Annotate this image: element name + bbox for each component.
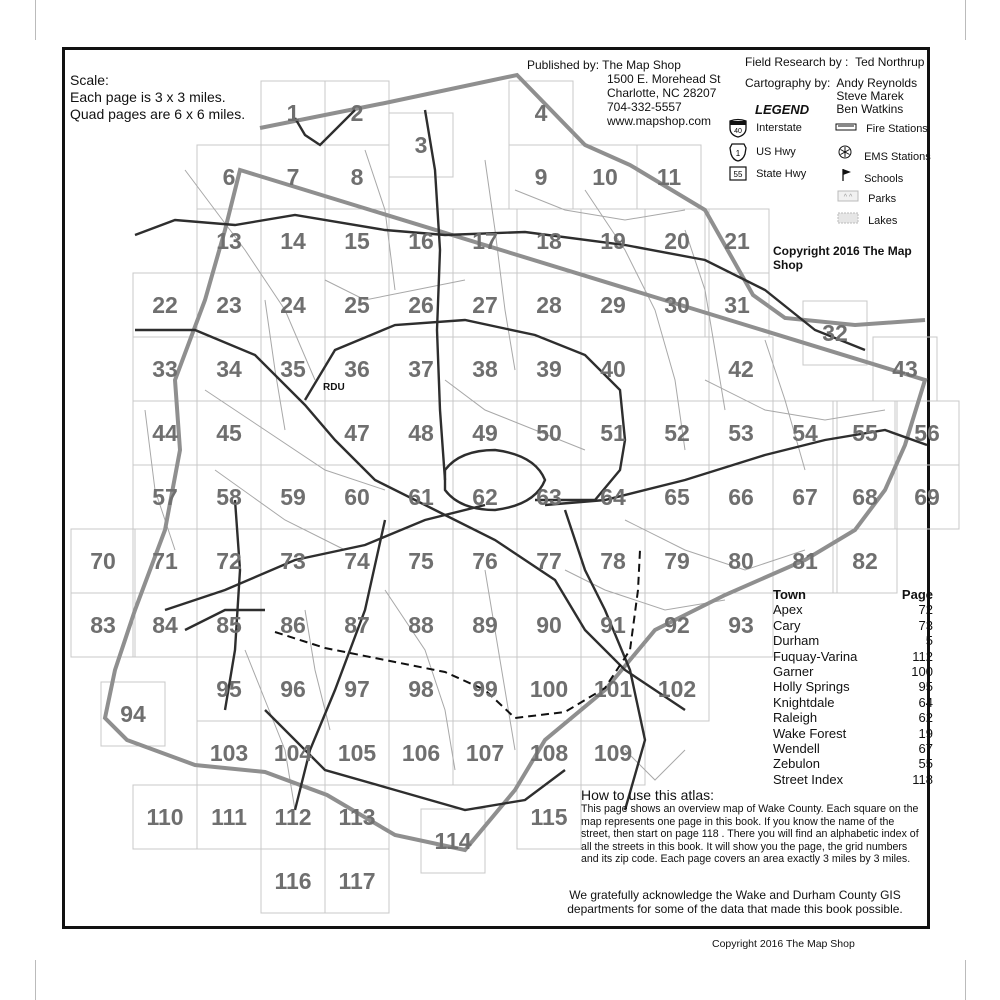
page-edge-mark (965, 0, 966, 40)
page-number-70[interactable]: 70 (90, 548, 116, 574)
town-name: Street Index (773, 771, 844, 787)
page-number-6[interactable]: 6 (222, 164, 236, 190)
page-number-28[interactable]: 28 (536, 292, 562, 318)
interstate-shield-icon (729, 118, 747, 138)
legend-state-hwy (729, 166, 806, 182)
page-number-66[interactable]: 66 (728, 484, 754, 510)
page-number-26[interactable]: 26 (408, 292, 434, 318)
scale-heading: Scale: (70, 72, 109, 88)
town-name: Holly Springs (773, 679, 850, 695)
town-page: 64 (918, 694, 933, 710)
town-header: Town (773, 587, 806, 602)
town-name: Raleigh (773, 710, 818, 726)
town-row (773, 710, 933, 725)
svg-text:^ ^: ^ ^ (843, 194, 853, 201)
page-number-62[interactable]: 62 (472, 484, 498, 510)
legend-schools-label: Schools (864, 173, 904, 185)
highway-line (305, 320, 625, 500)
legend-lakes-label: Lakes (868, 215, 898, 227)
page-number-24[interactable]: 24 (280, 292, 306, 318)
page-number-100[interactable]: 100 (529, 676, 569, 702)
acknowledgement: We gratefully acknowledge the Wake and Durham County GIS departments for some of the data that made this book possible. (567, 888, 903, 916)
page-number-93[interactable]: 93 (728, 612, 754, 638)
page-number-18[interactable]: 18 (536, 228, 562, 254)
legend-interstate (729, 118, 802, 138)
town-row (773, 726, 933, 741)
page-number-25[interactable]: 25 (344, 292, 370, 318)
legend-us-hwy (729, 142, 796, 162)
page-number-38[interactable]: 38 (472, 356, 498, 382)
page-number-27[interactable]: 27 (472, 292, 498, 318)
page-number-75[interactable]: 75 (408, 548, 434, 574)
page-number-44[interactable]: 44 (152, 420, 178, 446)
page-number-117[interactable]: 117 (338, 868, 376, 894)
page-number-9[interactable]: 9 (534, 164, 548, 190)
fire-truck-icon (835, 122, 859, 132)
cartographer-name: Steve Marek (836, 89, 904, 103)
page-number-112[interactable]: 112 (274, 804, 312, 830)
map-frame (62, 47, 940, 929)
page-edge-mark (35, 960, 36, 1000)
legend-ems (837, 144, 931, 163)
page-number-106[interactable]: 106 (401, 740, 441, 766)
page-number-80[interactable]: 80 (728, 548, 754, 574)
page-number-4[interactable]: 4 (534, 100, 548, 126)
town-name: Fuquay-Varina (773, 648, 858, 664)
page-number-89[interactable]: 89 (472, 612, 498, 638)
page-edge-mark (35, 0, 36, 40)
legend-parks-label: Parks (868, 193, 897, 205)
minor-road (365, 150, 395, 290)
town-page: 55 (918, 756, 933, 772)
field-research-label: Field Research by : (745, 55, 849, 69)
town-page: 5 (925, 633, 933, 649)
page-number-84[interactable]: 84 (152, 612, 178, 638)
footer-copyright: Copyright 2016 The Map Shop (712, 938, 855, 950)
svg-text:1: 1 (735, 149, 741, 158)
airport-marker (323, 382, 345, 393)
town-name: Durham (773, 633, 820, 649)
legend-schools (841, 168, 903, 185)
page-number-81[interactable]: 81 (792, 548, 818, 574)
page-number-90[interactable]: 90 (536, 612, 562, 638)
publisher-block (527, 58, 720, 128)
page-number-34[interactable]: 34 (216, 356, 242, 382)
page-number-15[interactable]: 15 (344, 228, 370, 254)
page-number-31[interactable]: 31 (724, 292, 750, 318)
page-number-114[interactable]: 114 (434, 828, 472, 854)
page-number-40[interactable]: 40 (600, 356, 626, 382)
page-number-42[interactable]: 42 (728, 356, 754, 382)
svg-text:40: 40 (734, 128, 742, 135)
publisher-phone: 704-332-5557 (607, 100, 682, 114)
page-number-60[interactable]: 60 (344, 484, 370, 510)
page-number-76[interactable]: 76 (472, 548, 498, 574)
town-row (773, 664, 933, 679)
page-number-102[interactable]: 102 (657, 676, 697, 702)
town-page: 112 (912, 648, 933, 664)
page-number-2[interactable]: 2 (350, 100, 364, 126)
us-shield-icon (729, 142, 747, 162)
page-number-64[interactable]: 64 (600, 484, 626, 510)
page-number-97[interactable]: 97 (344, 676, 370, 702)
page-number-7[interactable]: 7 (286, 164, 300, 190)
svg-text:55: 55 (733, 170, 743, 179)
minor-road (485, 570, 515, 750)
page-number-88[interactable]: 88 (408, 612, 434, 638)
howto-body: This page shows an overview map of Wake County. Each square on the map represents one page in this book. If you know the name of the street, then start on page 118 . There you will find an alphabetic index of all the streets in this book. It will show you the page, the grid numbers and its zip code. Each page covers an area exactly 3 miles by 3 miles. (581, 803, 919, 865)
page-number-23[interactable]: 23 (216, 292, 242, 318)
copyright-notice: Copyright 2016 The Map Shop (773, 244, 912, 272)
legend-lakes (837, 212, 897, 227)
page-number-52[interactable]: 52 (664, 420, 690, 446)
cartography-label: Cartography by: (745, 76, 831, 90)
page-number-29[interactable]: 29 (600, 292, 626, 318)
page-number-53[interactable]: 53 (728, 420, 754, 446)
page-number-94[interactable]: 94 (120, 701, 146, 727)
page-number-69[interactable]: 69 (914, 484, 940, 510)
cartographer-name: Andy Reynolds (836, 76, 918, 90)
page-number-74[interactable]: 74 (344, 548, 370, 574)
legend-ems-label: EMS Stations (864, 151, 931, 163)
town-row (773, 679, 933, 694)
town-name: Cary (773, 617, 801, 633)
page-number-67[interactable]: 67 (792, 484, 818, 510)
page-number-73[interactable]: 73 (280, 548, 306, 574)
howto-title: How to use this atlas: (581, 787, 715, 803)
town-name: Wendell (773, 741, 820, 757)
page-number-30[interactable]: 30 (664, 292, 690, 318)
page-number-109[interactable]: 109 (593, 740, 633, 766)
page-number-13[interactable]: 13 (216, 228, 242, 254)
publisher-address-2: Charlotte, NC 28207 (607, 86, 717, 100)
highway-line (135, 330, 685, 710)
page-number-105[interactable]: 105 (337, 740, 377, 766)
page-number-111[interactable]: 111 (211, 804, 247, 830)
page-number-58[interactable]: 58 (216, 484, 242, 510)
ems-star-icon (837, 144, 853, 160)
page-number-103[interactable]: 103 (209, 740, 249, 766)
town-row (773, 633, 933, 648)
page-number-55[interactable]: 55 (852, 420, 878, 446)
page-number-1[interactable]: 1 (286, 100, 300, 126)
page-number-96[interactable]: 96 (280, 676, 306, 702)
legend-fire (835, 122, 928, 135)
town-name: Zebulon (773, 756, 820, 772)
page-number-59[interactable]: 59 (280, 484, 306, 510)
page-number-45[interactable]: 45 (216, 420, 242, 446)
scale-line-2: Quad pages are 6 x 6 miles. (70, 106, 246, 122)
town-name: Apex (773, 602, 803, 618)
page-number-39[interactable]: 39 (536, 356, 562, 382)
page-number-19[interactable]: 19 (600, 228, 626, 254)
page-number-107[interactable]: 107 (465, 740, 505, 766)
page-number-101[interactable]: 101 (593, 676, 633, 702)
page-number-85[interactable]: 85 (216, 612, 242, 638)
minor-road (625, 520, 805, 570)
town-row (773, 649, 933, 664)
page-number-17[interactable]: 17 (472, 228, 498, 254)
legend-fire-label: Fire Stations (866, 123, 928, 135)
page-number-77[interactable]: 77 (536, 548, 562, 574)
page-number-51[interactable]: 51 (600, 420, 626, 446)
minor-road (485, 160, 515, 370)
legend-interstate-label: Interstate (756, 121, 802, 134)
town-page: 95 (918, 679, 933, 695)
airport-label: RDU (323, 382, 345, 393)
town-row (773, 756, 933, 771)
page-number-68[interactable]: 68 (852, 484, 878, 510)
page-number-8[interactable]: 8 (350, 164, 364, 190)
page-edge-mark (965, 960, 966, 1000)
page-number-22[interactable]: 22 (152, 292, 178, 318)
town-row (773, 602, 933, 617)
page-number-63[interactable]: 63 (536, 484, 562, 510)
page-number-113[interactable]: 113 (338, 804, 376, 830)
field-research-name: Ted Northrup (855, 55, 925, 69)
town-page: 72 (918, 602, 933, 618)
minor-road (705, 380, 885, 420)
state-shield-icon (729, 166, 747, 182)
page-number-95[interactable]: 95 (216, 676, 242, 702)
page-number-91[interactable]: 91 (600, 612, 626, 638)
town-row (773, 618, 933, 633)
minor-road (185, 170, 315, 380)
minor-road (245, 650, 295, 810)
scale-note (70, 72, 245, 123)
page-number-79[interactable]: 79 (664, 548, 690, 574)
page-number-57[interactable]: 57 (152, 484, 178, 510)
page-number-35[interactable]: 35 (280, 356, 306, 382)
page-number-99[interactable]: 99 (472, 676, 498, 702)
page-number-20[interactable]: 20 (664, 228, 690, 254)
scale-line-1: Each page is 3 x 3 miles. (70, 89, 226, 105)
park-icon (837, 190, 859, 202)
page-number-61[interactable]: 61 (408, 484, 434, 510)
page-number-108[interactable]: 108 (529, 740, 569, 766)
page-number-116[interactable]: 116 (274, 868, 312, 894)
page-number-10[interactable]: 10 (592, 164, 618, 190)
fuquay-boundary (275, 550, 640, 718)
legend-parks (837, 190, 896, 205)
page-number-87[interactable]: 87 (344, 612, 370, 638)
town-page: 118 (912, 771, 933, 787)
town-row (773, 772, 933, 787)
page-number-56[interactable]: 56 (914, 420, 940, 446)
page-number-32[interactable]: 32 (822, 320, 848, 346)
legend (725, 102, 931, 232)
page-number-37[interactable]: 37 (408, 356, 434, 382)
legend-state-hwy-label: State Hwy (756, 167, 807, 180)
page-number-98[interactable]: 98 (408, 676, 434, 702)
page-number-83[interactable]: 83 (90, 612, 116, 638)
town-index (773, 587, 933, 787)
school-flag-icon (841, 168, 853, 182)
cartographer-name: Ben Watkins (836, 102, 904, 116)
page-number-21[interactable]: 21 (724, 228, 750, 254)
page-number-3[interactable]: 3 (414, 132, 428, 158)
town-row (773, 741, 933, 756)
legend-title: LEGEND (755, 102, 810, 117)
page-number-82[interactable]: 82 (852, 548, 878, 574)
minor-road (515, 190, 685, 220)
page-number-92[interactable]: 92 (664, 612, 690, 638)
page-number-49[interactable]: 49 (472, 420, 498, 446)
howto-block (581, 787, 921, 866)
page-number-54[interactable]: 54 (792, 420, 818, 446)
page-number-43[interactable]: 43 (892, 356, 918, 382)
page-header: Page (901, 587, 933, 602)
minor-road (445, 380, 585, 450)
town-name: Wake Forest (773, 725, 847, 741)
page-number-14[interactable]: 14 (280, 228, 306, 254)
publisher-label: Published by: The Map Shop (527, 58, 681, 72)
town-page: 62 (918, 710, 933, 726)
legend-us-hwy-label: US Hwy (756, 145, 796, 158)
page-number-50[interactable]: 50 (536, 420, 562, 446)
publisher-address-1: 1500 E. Morehead St (607, 72, 721, 86)
town-name: Garner (773, 664, 814, 680)
town-page: 19 (918, 725, 933, 741)
page-number-78[interactable]: 78 (600, 548, 626, 574)
page-number-72[interactable]: 72 (216, 548, 242, 574)
town-name: Knightdale (773, 694, 835, 710)
page-number-48[interactable]: 48 (408, 420, 434, 446)
page-number-11[interactable]: 11 (656, 164, 682, 190)
page-number-115[interactable]: 115 (530, 804, 568, 830)
publisher-website: www.mapshop.com (607, 114, 712, 128)
page-number-16[interactable]: 16 (408, 228, 434, 254)
lake-pattern-icon (837, 212, 859, 224)
page-number-110[interactable]: 110 (146, 804, 184, 830)
page-number-36[interactable]: 36 (344, 356, 370, 382)
town-page: 100 (911, 664, 933, 680)
town-page: 73 (918, 617, 933, 633)
town-row (773, 695, 933, 710)
highway-line (295, 520, 385, 810)
town-page: 67 (918, 741, 933, 757)
page-number-33[interactable]: 33 (152, 356, 178, 382)
page-number-47[interactable]: 47 (344, 420, 370, 446)
page-number-86[interactable]: 86 (280, 612, 306, 638)
page-number-71[interactable]: 71 (152, 548, 178, 574)
page-number-104[interactable]: 104 (273, 740, 313, 766)
page-number-65[interactable]: 65 (664, 484, 690, 510)
